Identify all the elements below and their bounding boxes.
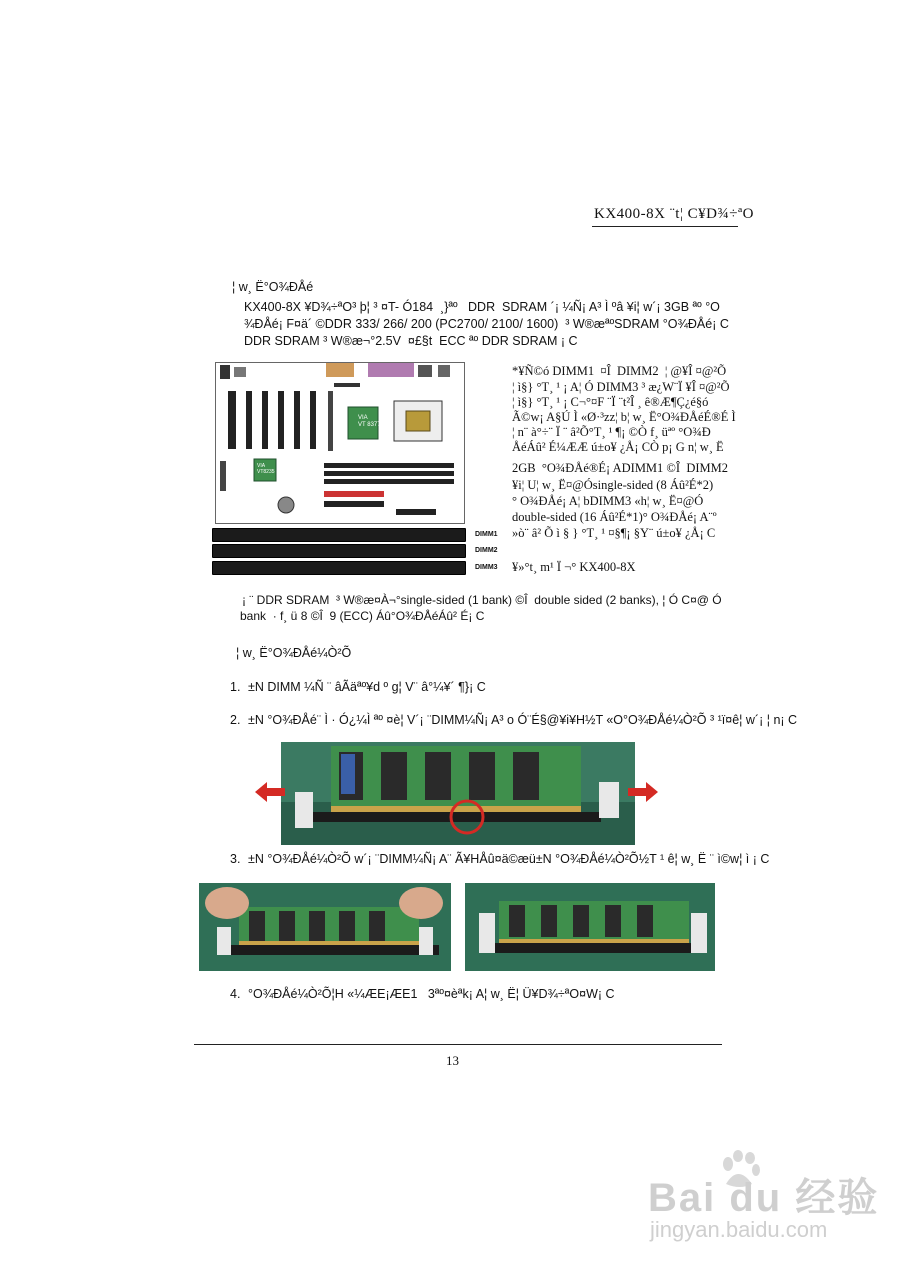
dimm1-label: DIMM1 — [475, 531, 498, 538]
dimm-note-line-7: 2GB °O¾ÐÅé®É¡ ADIMM1 ©Î DIMM2 — [512, 461, 728, 475]
motherboard-diagram — [215, 362, 465, 524]
dimm-note-line-4: Ã©w¡ A§Ú Ì «Ø·³zz¦ b¦ w¸ Ë°O¾ÐÅéÉ®É Ì — [512, 410, 736, 424]
motherboard-drawing — [216, 363, 464, 523]
page-number: 13 — [446, 1053, 459, 1068]
photo-module-installed — [465, 883, 715, 971]
intro-paragraph-line-1: KX400-8X ¥D¾÷ªO³ þ¦ ³ ¤T- Ó184 ¸}ªº DDR SDRAM ´¡ ¼Ñ¡ A³ Ì ºâ ¥i¦ w´¡ 3GB ªº °O — [244, 300, 720, 314]
dimm-note-line-3: ¦ ì§} °T¸ ¹ ¡ C¬°¤F ¨Ï ¨t²Î ¸ ê®Æ¶Ç¿é§ó — [512, 395, 709, 409]
baidu-watermark-logo: Bai du 经验 — [648, 1176, 880, 1220]
dimm-note-line-1: *¥Ñ©ó DIMM1 ¤Î DIMM2 ¦ @¥Î ¤@²Õ — [512, 364, 727, 378]
photo-module-installed-drawing — [465, 883, 715, 971]
footer-rule — [194, 1044, 722, 1045]
southbridge-chip-label: VIA VT8235 — [257, 463, 275, 475]
dimm-note-line-10: double-sided (16 Áû²É*1)° O¾ÐÅé¡ A¨º — [512, 510, 717, 524]
configuration-caption: ¥»°t¸ m¹ Ï ¬° KX400-8X — [512, 560, 636, 574]
northbridge-chip-label: VIA VT 8377 — [358, 415, 381, 428]
step-1-text: ±N DIMM ¼Ñ ¨ âÃäªº¥d º g¦ V¨ â°¼¥´ ¶}¡ C — [248, 680, 486, 694]
photo-open-clips — [281, 742, 635, 845]
step-4-number: 4. — [230, 987, 241, 1001]
section-heading-install-memory: ¦ w¸ Ë°O¾ÐÅé — [232, 280, 314, 294]
photo-insert-module-drawing — [199, 883, 451, 971]
step-2-number: 2. — [230, 713, 241, 727]
step-3-number: 3. — [230, 852, 241, 866]
dimm2-slot — [212, 544, 466, 558]
dimm-note-line-5: ¦ n¨ à°÷¨ Ï ¨ â²Õ°T¸ ¹ ¶¡ ©Ò f¸ üªº °O¾Ð — [512, 425, 711, 439]
step-4-text: °O¾ÐÅé¼Ò²Õ¦H «¼ÆE¡ÆE1 3ªº¤èªk¡ A¦ w¸ Ë¦ Ü¥D¾÷ªO¤W¡ C — [248, 987, 615, 1001]
dimm3-slot — [212, 561, 466, 575]
dimm-note-line-2: ¦ ì§} °T¸ ¹ ¡ A¦ Ó DIMM3 ³ æ¿W¨Ï ¥Î ¤@²Õ — [512, 380, 730, 394]
dimm-note-line-8: ¥i¦ U¦ w¸ Ë¤@Ósingle-sided (8 Áû²É*2) — [512, 478, 714, 492]
dimm-note-line-9: ° O¾ÐÅé¡ A¦ bDIMM3 «h¦ w¸ Ë¤@Ó — [512, 494, 704, 508]
dimm1-slot — [212, 528, 466, 542]
step-2-text: ±N °O¾ÐÅé¨ Ì · Ó¿¼Ì ªº ¤è¦ V´¡ ¨DIMM¼Ñ¡ A³ o Ó¨É§@¥i¥H½T «O°O¾ÐÅé¼Ò²Õ ³ ¹ï¤ê¦ w´¡ ¦ n¡ C — [248, 713, 798, 727]
header-rule — [592, 226, 738, 227]
dimm3-label: DIMM3 — [475, 564, 498, 571]
dimm2-label: DIMM2 — [475, 547, 498, 554]
step-1-number: 1. — [230, 680, 241, 694]
intro-paragraph-line-2: ¾ÐÅé¡ F¤ä´ ©DDR 333/ 266/ 200 (PC2700/ 2100/ 1600) ³ W®æªºSDRAM °O¾ÐÅé¡ C — [244, 317, 729, 331]
page-header-title: KX400-8X ¨t¦ C¥D¾÷ªO — [594, 206, 754, 222]
arrow-left-icon — [255, 782, 285, 802]
dimm-note-line-11: »ò¨ â² Õ ì § } °T¸ ¹ ¤§¶¡ §Y¨ ú±o¥ ¿Å¡ C — [512, 526, 716, 540]
ddr-note-line-1: ¡ ¨ DDR SDRAM ³ W®æ¤À¬°single-sided (1 bank) ©Î double sided (2 banks), ¦ Ó C¤@ Ó — [242, 593, 722, 607]
ddr-note-line-2: bank · f¸ ü 8 ©Î 9 (ECC) Áû°O¾ÐÅéÁû² É¡ C — [240, 609, 485, 623]
step-3-text: ±N °O¾ÐÅé¼Ò²Õ w´¡ ¨DIMM¼Ñ¡ A¨ Ã¥HÅû¤ä©æü±N °O¾ÐÅé¼Ò²Õ½T ¹ ê¦ w¸ Ë ¨ ì©w¦ ì ¡ C — [248, 852, 770, 866]
dimm-note-line-6: ÅéÁû² É¼ÆÆ ú±o¥ ¿Å¡ CÒ p¡ G n¦ w¸ Ë — [512, 440, 724, 454]
photo-insert-module — [199, 883, 451, 971]
arrow-right-icon — [628, 782, 658, 802]
section-heading-install-module: ¦ w¸ Ë°O¾ÐÅé¼Ò²Õ — [236, 646, 352, 660]
baidu-watermark-url: jingyan.baidu.com — [650, 1217, 828, 1242]
photo-open-clips-drawing — [281, 742, 635, 845]
intro-paragraph-line-3: DDR SDRAM ³ W®æ¬°2.5V ¤£§t ECC ªº DDR SDRAM ¡ C — [244, 334, 578, 348]
